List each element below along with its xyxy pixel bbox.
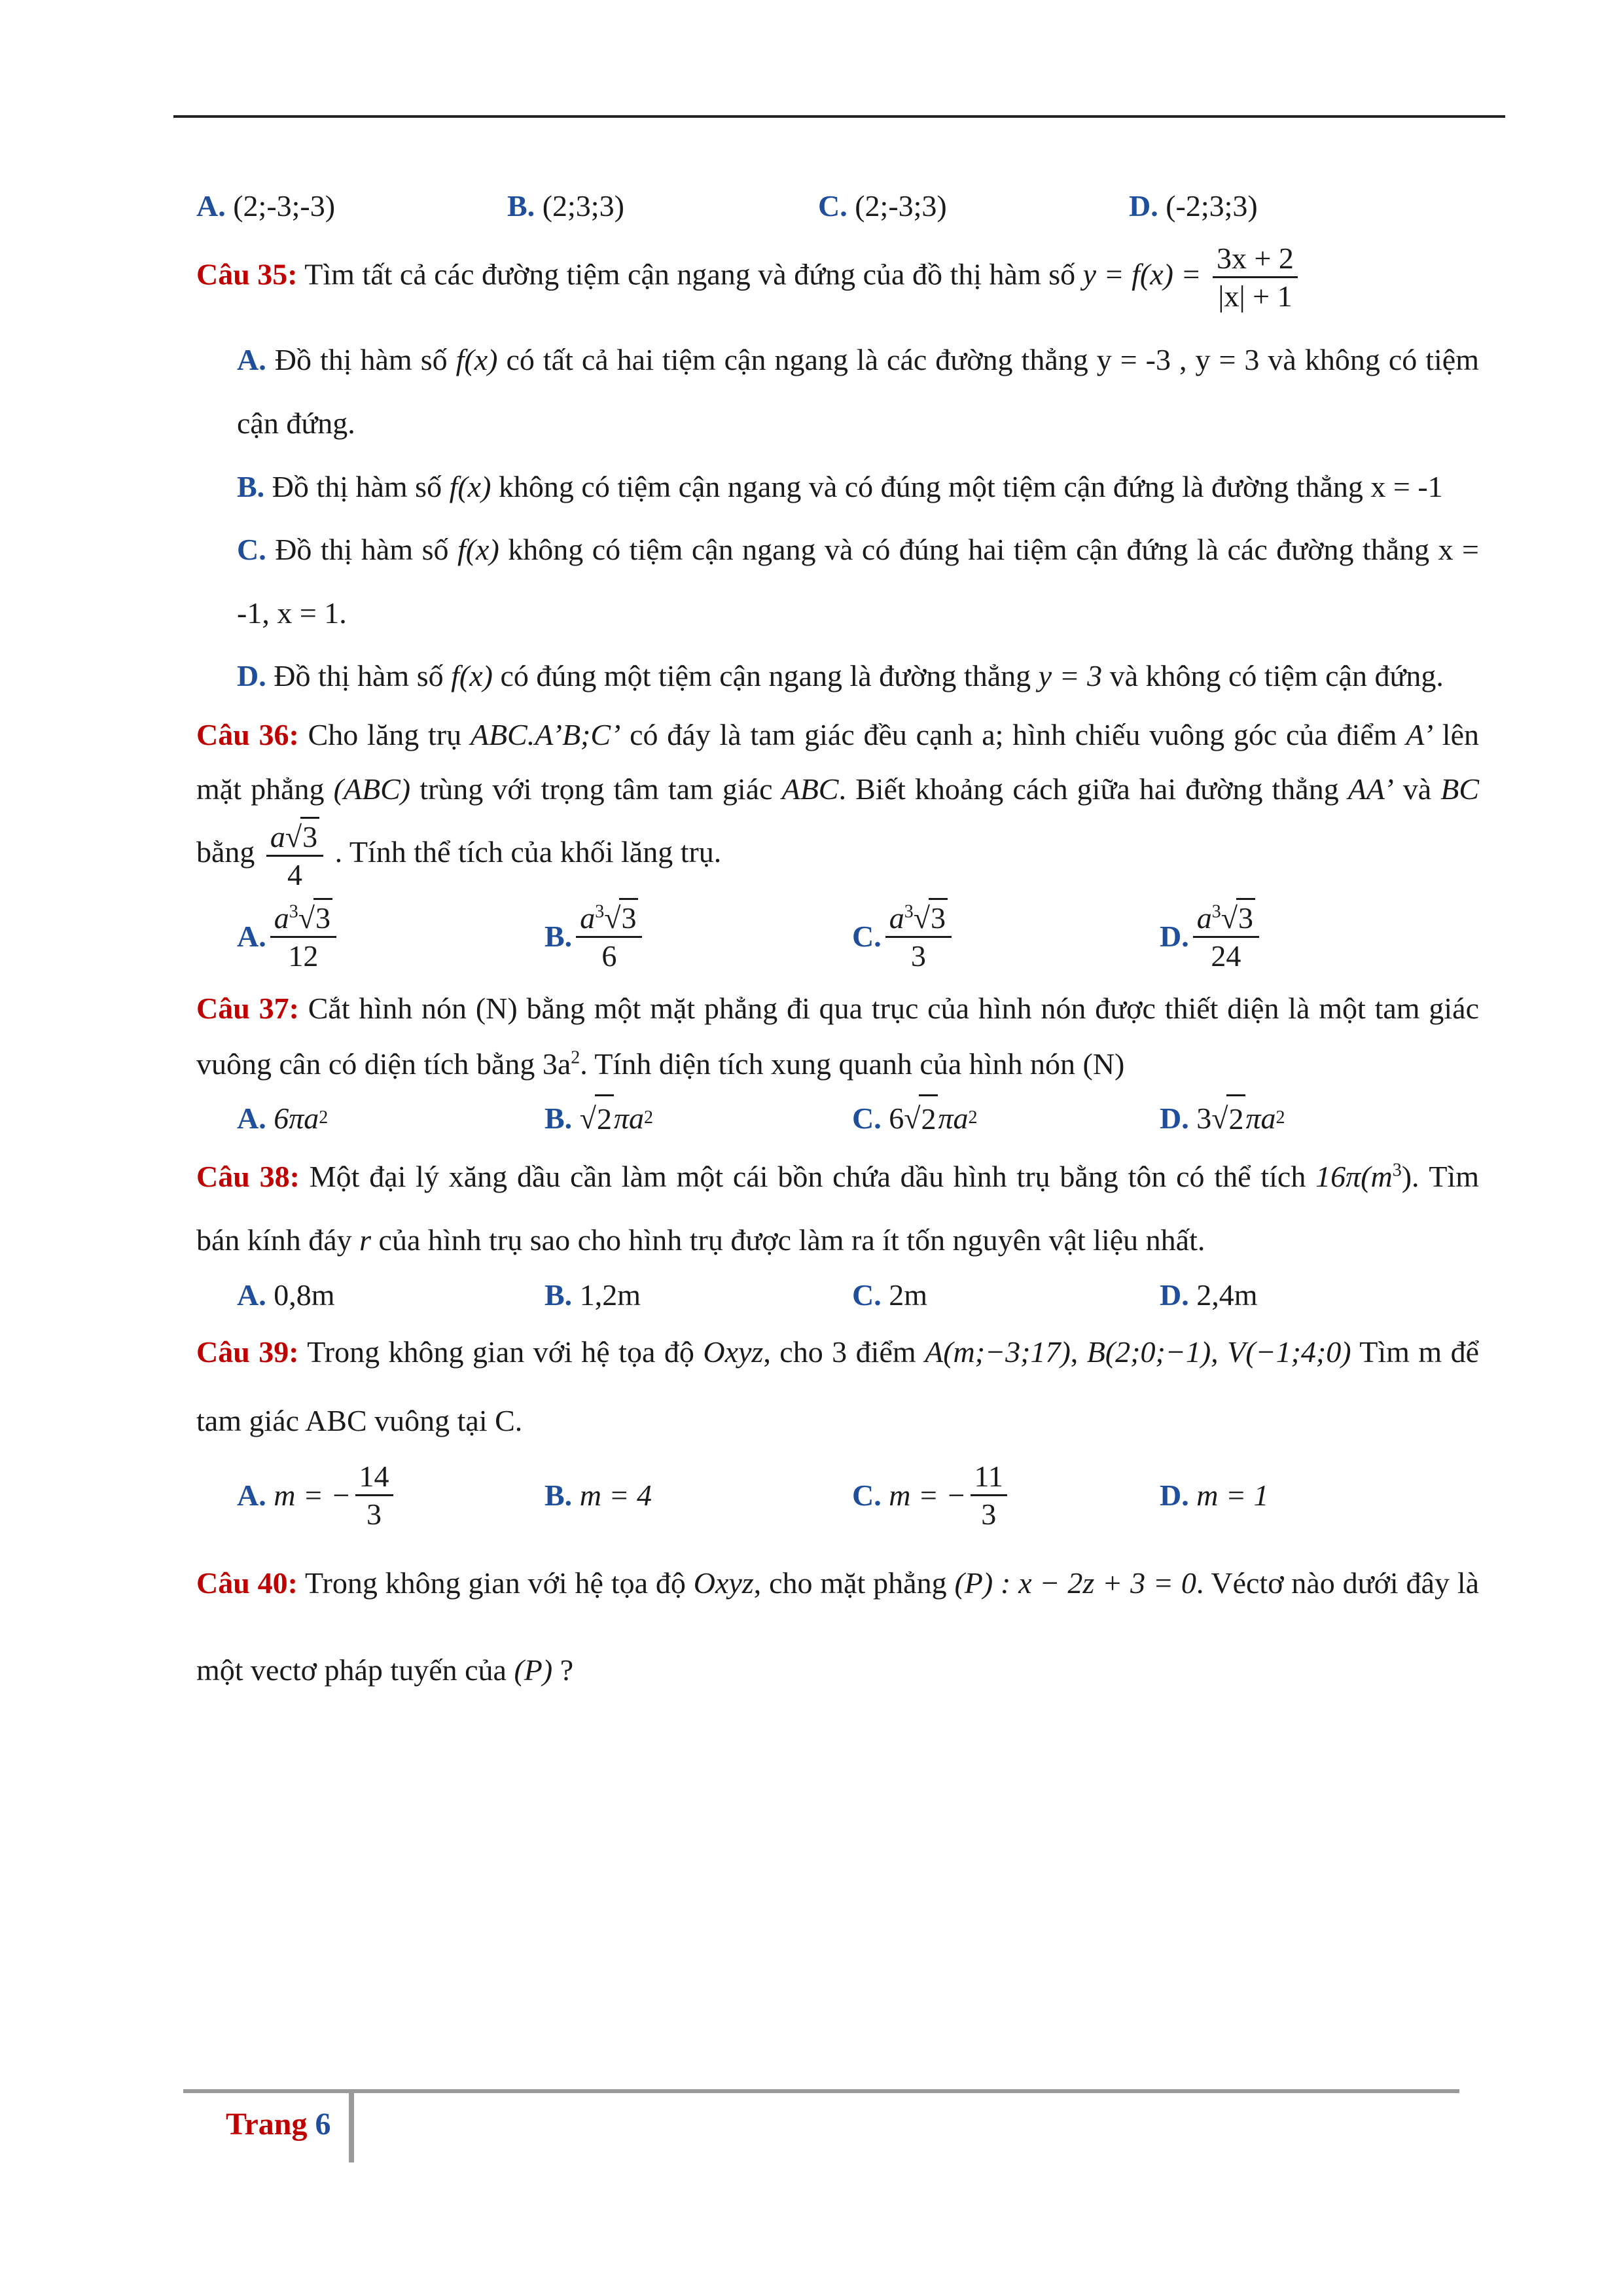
q36-distance-fraction: $\frac{a√3}{4}$ [266, 817, 323, 893]
q36-text-2: có đáy là tam giác đều cạnh a; hình chiếu vuông góc của điểm [630, 717, 1397, 751]
option-c-label: C. [818, 189, 847, 223]
question-40-label: Câu 40: [196, 1566, 298, 1600]
num-root: 3 [619, 898, 638, 936]
option-a-label: A. [237, 343, 266, 377]
fraction-denominator: |x| + 1 [1218, 279, 1293, 314]
fraction-root: 3 [300, 817, 319, 855]
option-b-label: B. [544, 919, 573, 953]
option-a-label: A. [196, 189, 226, 223]
option-d-label: D. [237, 659, 266, 693]
q36-text-3: lên mặt phẳng [196, 717, 1479, 806]
q39-text-1: Trong không gian với hệ tọa độ [307, 1335, 694, 1369]
option-d-text: πa [1245, 1101, 1276, 1135]
option-c-lhs: m = − [889, 1479, 967, 1513]
option-c-fraction: $\frac{a^3√3}{3}$ [885, 898, 952, 974]
question-35-formula-lhs: y = f(x) = [1082, 257, 1202, 291]
option-d-label: D. [1160, 919, 1189, 953]
option-d-text: (-2;3;3) [1166, 189, 1258, 223]
num-var: a [889, 901, 904, 935]
option-d-exp: 2 [1275, 1107, 1285, 1128]
option-c-exp: 2 [968, 1107, 978, 1128]
q36-line-2: BC [1440, 772, 1480, 806]
option-b-label: B. [544, 1101, 573, 1135]
num-root: 3 [313, 898, 332, 936]
q39-text-2: , cho 3 điểm [763, 1335, 916, 1369]
q38-volume-exp: 3 [1392, 1160, 1402, 1181]
option-a-label: A. [237, 919, 266, 953]
option-c-text: πa [938, 1101, 969, 1135]
question-39: Câu 39: Trong không gian với hệ tọa độ Oxyz, cho 3 điểm A(m;−3;17), B(2;0;−1), V(−1;4;0) Tìm m để tam giác ABC vuông tại C. [196, 1335, 1480, 1438]
num-var: a [274, 901, 289, 935]
q36-triangle: ABC [781, 772, 839, 806]
num-var: a [580, 901, 596, 935]
q39-coordinate-system: Oxyz [703, 1335, 764, 1369]
option-c-fraction [971, 1458, 1007, 1532]
num-root: 3 [1236, 898, 1255, 936]
question-36 [196, 708, 1479, 893]
option-c-label: C. [852, 1278, 882, 1312]
num-exp: 3 [595, 901, 605, 922]
question-35-option-b [196, 456, 1479, 519]
num-exp: 3 [904, 901, 914, 922]
option-b-label: B. [544, 1479, 573, 1513]
question-35-label: Câu 35: [196, 257, 298, 291]
prev-question-options [196, 183, 1479, 228]
question-35-text: Tìm tất cả các đường tiệm cận ngang và đứng của đồ thị hàm số [304, 257, 1076, 291]
document-body [196, 183, 1479, 1713]
num-exp: 3 [289, 901, 298, 922]
fraction-var: a [270, 819, 285, 853]
option-d-fraction: $\frac{a^3√3}{24}$ [1193, 898, 1259, 974]
option-b-function: f(x) [449, 469, 491, 503]
header-rule [173, 115, 1505, 118]
q38-text-2: . Tìm bán kính đáy [196, 1160, 1479, 1257]
question-37-options: A. 6πa 2 B. √ 2 πa 2 C. 6 √ 2 πa 2 D. 3 √ 2 πa 2 [237, 1094, 1479, 1141]
option-a-text: 6πa [274, 1101, 319, 1135]
question-35-option-d [196, 645, 1479, 708]
option-b-text: 1,2m [579, 1278, 641, 1312]
option-c-function: f(x) [457, 533, 499, 567]
q36-point: A’ [1406, 717, 1434, 751]
option-a-function: f(x) [455, 343, 498, 377]
option-a-label: A. [237, 1278, 266, 1312]
q39-point-b: B(2;0;−1), [1086, 1335, 1219, 1369]
footer-divider [349, 2089, 354, 2162]
q36-text-7: bằng [196, 834, 255, 869]
q40-text-1: Trong không gian với hệ tọa độ [305, 1566, 686, 1600]
footer-label: Trang [226, 2107, 308, 2142]
question-38-label: Câu 38: [196, 1160, 300, 1194]
option-c-text: 2m [889, 1278, 928, 1312]
q36-line-1: AA’ [1347, 772, 1394, 806]
q40-question-mark: ? [560, 1653, 574, 1687]
option-b-exp: 2 [643, 1107, 653, 1128]
option-d-text: 2,4m [1196, 1278, 1258, 1312]
option-c-label: C. [852, 919, 882, 953]
option-d-label: D. [1160, 1101, 1189, 1135]
option-c-text: (2;-3;3) [855, 189, 947, 223]
option-d-text: m = 1 [1196, 1479, 1269, 1513]
question-40 [196, 1539, 1479, 1714]
q40-plane-equation: (P) : x − 2z + 3 = 0 [954, 1566, 1196, 1600]
q37-text-1: Cắt hình nón (N) bằng một mặt phẳng đi qua trục của hình nón được thiết diện là một tam giác vuông cân có diện tích bằng 3a [196, 992, 1480, 1081]
option-b-root: 2 [595, 1094, 614, 1141]
question-37-label: Câu 37: [196, 992, 299, 1026]
question-38 [196, 1145, 1479, 1272]
question-36-options [237, 898, 1479, 974]
q37-text-2: . Tính diện tích xung quanh của hình nón (N) [580, 1047, 1125, 1081]
q38-text-3: của hình trụ sao cho hình trụ được làm ra ít tốn nguyên vật liệu nhất. [378, 1223, 1205, 1257]
option-b-text: πa [613, 1101, 644, 1135]
option-d-root: 2 [1226, 1094, 1245, 1141]
option-b-fraction: $\frac{a^3√3}{6}$ [576, 898, 642, 974]
option-a-denominator: 12 [288, 939, 319, 973]
q40-plane-name: (P) [514, 1653, 553, 1687]
question-35-option-c [196, 518, 1479, 645]
q36-text-6: và [1402, 772, 1432, 806]
q36-text-4: trùng với trọng tâm tam giác [419, 772, 773, 806]
option-d-label: D. [1160, 1479, 1189, 1513]
option-c-prefix: Đồ thị hàm số [275, 533, 449, 567]
question-35 [196, 240, 1479, 314]
page-footer [226, 2106, 330, 2142]
num-root: 3 [929, 898, 948, 936]
option-b-text: m = 4 [579, 1479, 652, 1513]
option-c-coef: 6 [889, 1101, 904, 1135]
q36-text-5: . Biết khoảng cách giữa hai đường thẳng [838, 772, 1339, 806]
option-d-prefix: Đồ thị hàm số [274, 659, 444, 693]
question-35-option-a [196, 329, 1479, 455]
option-b-text: (2;3;3) [542, 189, 624, 223]
option-b-label: B. [507, 189, 535, 223]
option-c-label: C. [237, 533, 266, 567]
question-36-label: Câu 36: [196, 717, 299, 751]
fraction-numerator: 3x + 2 [1213, 240, 1298, 278]
q38-volume-close: ) [1401, 1160, 1412, 1194]
q36-prism: ABC.A’B;C’ [470, 717, 621, 751]
option-b-label: B. [237, 469, 265, 503]
q39-text-3: Tìm m để tam giác ABC vuông tại C. [196, 1335, 1480, 1438]
option-c-text: không có tiệm cận ngang và có đúng hai tiệm cận đứng là các đường thẳng x = -1, x = 1. [237, 533, 1480, 630]
q40-text-2: , cho mặt phẳng [753, 1566, 947, 1600]
option-c-root: 2 [919, 1094, 938, 1141]
option-b-label: B. [544, 1278, 573, 1312]
option-d-denominator: 24 [1211, 939, 1241, 973]
footer-rule [183, 2089, 1459, 2093]
option-d-mid: có đúng một tiệm cận ngang là đường thẳng [500, 659, 1031, 693]
option-d-label: D. [1160, 1278, 1189, 1312]
q36-plane: (ABC) [333, 772, 411, 806]
option-b-denominator: 6 [601, 939, 617, 973]
question-39-options [237, 1458, 1479, 1532]
option-d-coef: 3 [1196, 1101, 1212, 1135]
option-d-label: D. [1129, 189, 1158, 223]
fraction-denominator: 4 [287, 857, 303, 891]
option-a-label: A. [237, 1479, 266, 1513]
question-38-options [237, 1272, 1479, 1318]
option-d-function: f(x) [451, 659, 493, 693]
q39-point-v: V(−1;4;0) [1227, 1335, 1351, 1369]
num-var: a [1196, 901, 1212, 935]
option-c-label: C. [852, 1101, 882, 1135]
option-c-denominator: 3 [910, 939, 926, 973]
q38-radius: r [359, 1223, 372, 1257]
q36-text-8: . Tính thể tích của khối lăng trụ. [334, 834, 722, 869]
option-a-text: (2;-3;-3) [233, 189, 336, 223]
q38-text-1: Một đại lý xăng dầu cần làm một cái bồn chứa dầu hình trụ bằng tôn có thể tích [309, 1160, 1306, 1194]
option-b-prefix: Đồ thị hàm số [272, 469, 442, 503]
page-number: 6 [315, 2107, 331, 2142]
option-a-denominator: 3 [366, 1498, 382, 1532]
option-a-fraction: $\frac{a^3√3}{12}$ [270, 898, 336, 974]
num-exp: 3 [1211, 901, 1221, 922]
question-39-label: Câu 39: [196, 1335, 299, 1369]
q38-volume: 16π(m [1315, 1160, 1393, 1194]
option-c-label: C. [852, 1479, 882, 1513]
option-d-text: và không có tiệm cận đứng. [1109, 659, 1444, 693]
option-a-lhs: m = − [274, 1479, 351, 1513]
option-a-fraction [355, 1458, 393, 1532]
q37-exponent: 2 [571, 1048, 580, 1069]
option-d-equation: y = 3 [1038, 659, 1103, 693]
option-a-numerator: 14 [355, 1458, 393, 1496]
q39-point-a: A(m;−3;17) [925, 1335, 1071, 1369]
option-c-numerator: 11 [971, 1458, 1007, 1496]
option-a-exp: 2 [319, 1107, 329, 1128]
question-37 [196, 980, 1479, 1092]
q40-text-3: . Véctơ nào dưới đây là một vectơ pháp tuyến của [196, 1566, 1480, 1687]
option-a-text: 0,8m [274, 1278, 335, 1312]
q36-text-1: Cho lăng trụ [308, 717, 462, 751]
option-a-label: A. [237, 1101, 266, 1135]
option-b-text: không có tiệm cận ngang và có đúng một tiệm cận đứng là đường thẳng x = -1 [498, 469, 1443, 503]
option-a-text: có tất cả hai tiệm cận ngang là các đường thẳng y = -3 , y = 3 và không có tiệm cận đứng. [237, 343, 1479, 440]
question-35-fraction [1213, 240, 1298, 314]
option-a-prefix: Đồ thị hàm số [274, 343, 448, 377]
q40-coordinate-system: Oxyz [693, 1566, 754, 1600]
option-c-denominator: 3 [981, 1498, 997, 1532]
